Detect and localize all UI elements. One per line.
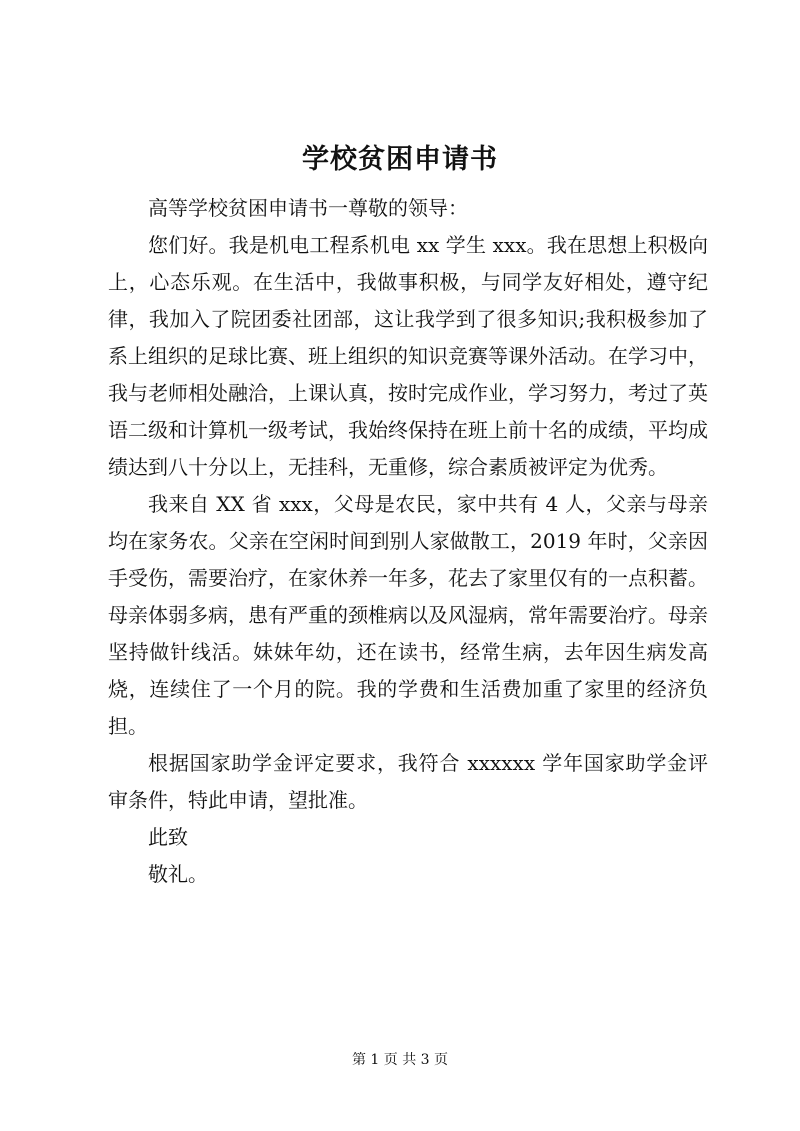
closing-salute: 敬礼。 — [148, 862, 208, 886]
closing-line: 此致 — [148, 825, 188, 849]
paragraph-self-introduction: 您们好。我是机电工程系机电 xx 学生 xxx。我在思想上积极向上，心态乐观。在生活中，我做事积极，与同学友好相处，遵守纪律，我加入了院团委社团部，这让我学到了很多知识;我积极参加了系上组织的足球比赛、班上组织的知识竞赛等课外活动。在学习中，我与老师相处融洽，上课认真，按时完成作业，学习努力，考过了英语二级和计算机一级考试，我始终保持在班上前十名的成绩，平均成绩达到八十分以上，无挂科，无重修，综合素质被评定为优秀。 — [108, 233, 708, 479]
salutation: 高等学校贫困申请书一尊敬的领导： — [148, 196, 468, 220]
document-body — [108, 190, 708, 893]
document-title: 学校贫困申请书 — [302, 144, 498, 175]
paragraph-application-request: 根据国家助学金评定要求，我符合 xxxxxx 学年国家助学金评审条件，特此申请，望批准。 — [108, 751, 708, 812]
paragraph-family-situation: 我来自 XX 省 xxx，父母是农民，家中共有 4 人，父亲与母亲均在家务农。父亲在空闲时间到别人家做散工，2019 年时，父亲因手受伤，需要治疗，在家休养一年多，花去了家里仅有的一点积蓄。母亲体弱多病，患有严重的颈椎病以及风湿病，常年需要治疗。母亲坚持做针线活。妹妹年幼，还在读书，经常生病，去年因生病发高烧，连续住了一个月的院。我的学费和生活费加重了家里的经济负担。 — [108, 492, 708, 738]
page-number-footer: 第 1 页 共 3 页 — [351, 1052, 449, 1068]
